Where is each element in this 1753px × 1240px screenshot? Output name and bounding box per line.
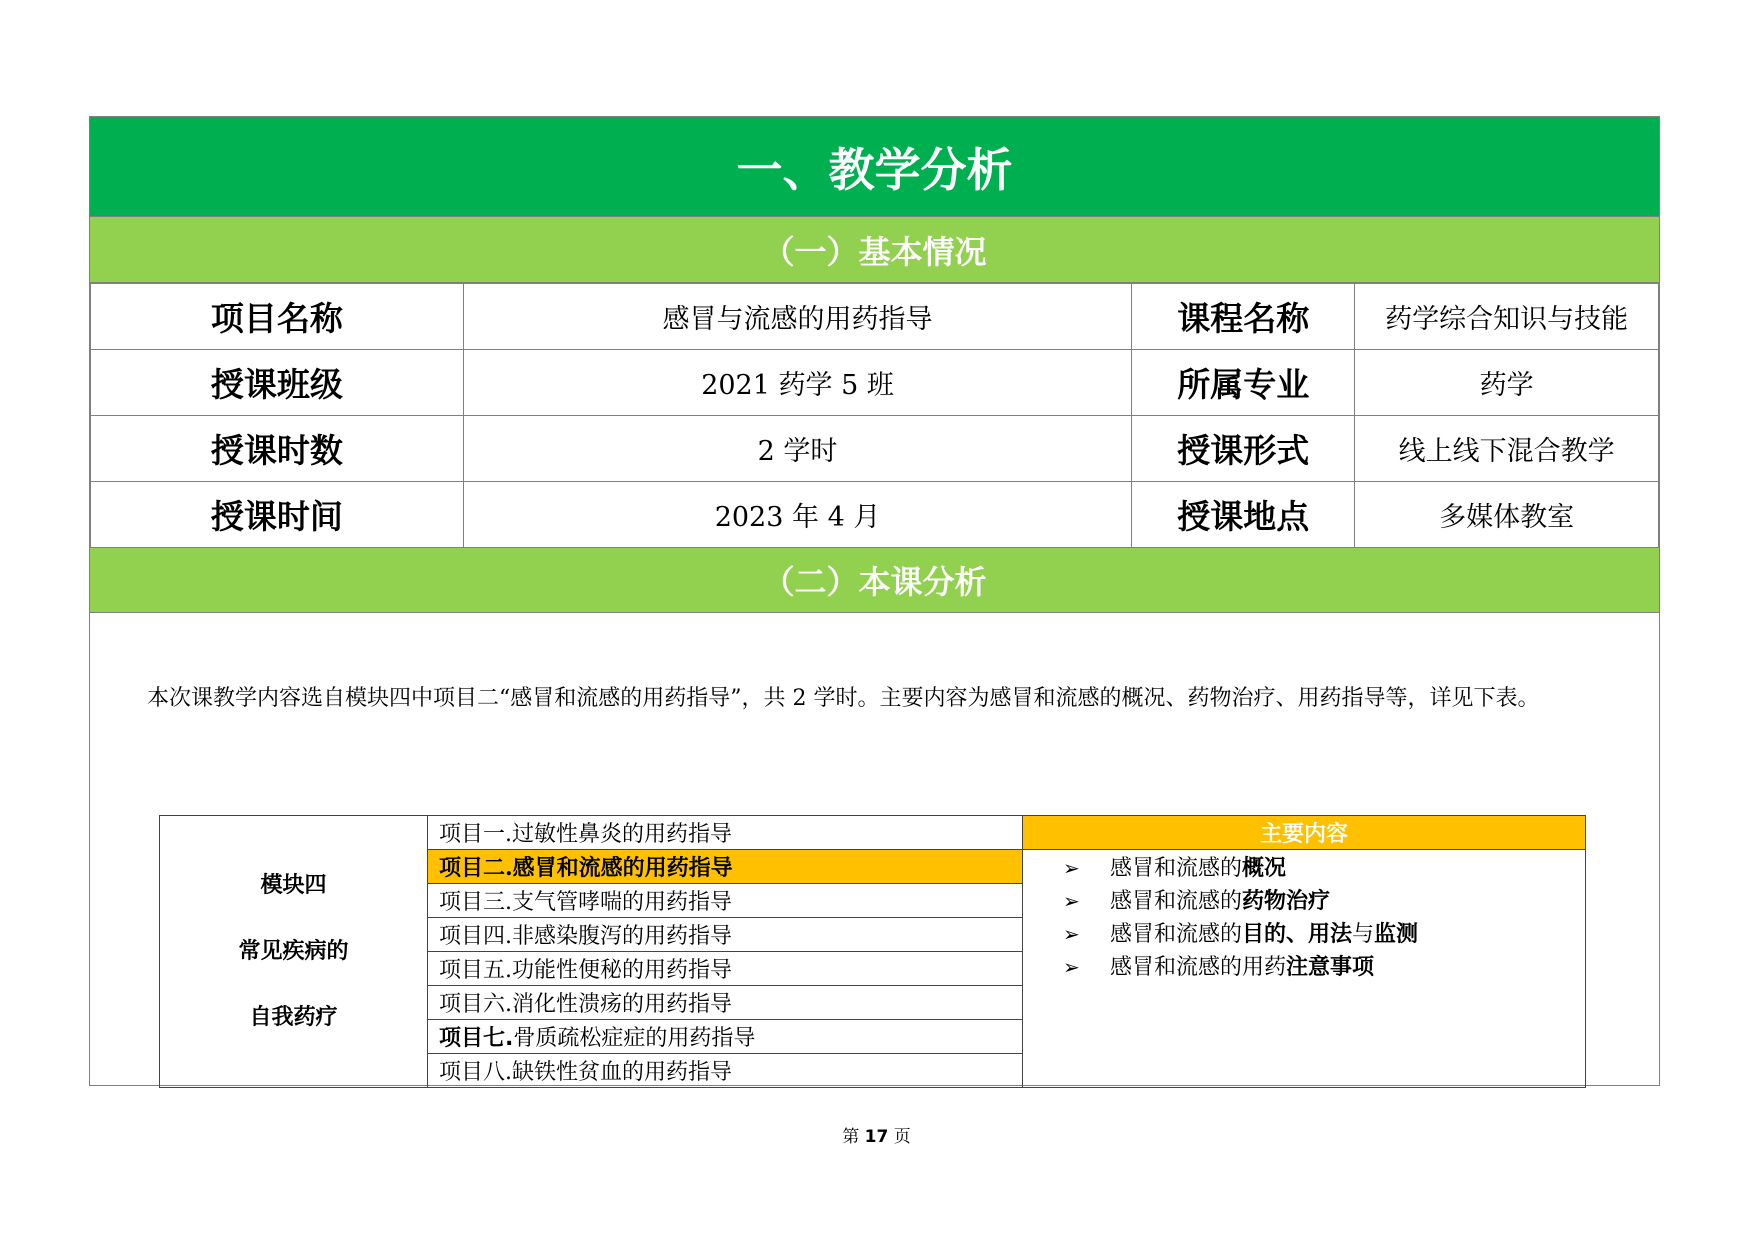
hours-value: 2 学时: [463, 416, 1132, 482]
table-row: [91, 416, 1659, 482]
list-item: ➢ 感冒和流感的 药物治疗: [1063, 885, 1585, 918]
arrow-bullet-icon: ➢: [1063, 955, 1080, 979]
project-item: 项目六.消化性溃疡的用药指导: [428, 986, 1023, 1020]
project-item: 项目四.非感染腹泻的用药指导: [428, 918, 1023, 952]
module-name-line3: 自我药疗: [249, 1004, 338, 1030]
basic-info-table: [90, 283, 1659, 548]
form-value: 线上线下混合教学: [1355, 416, 1659, 482]
table-row: [91, 350, 1659, 416]
arrow-bullet-icon: ➢: [1063, 922, 1080, 946]
list-item: ➢ 感冒和流感的 目的、用法 与 监测: [1063, 918, 1585, 951]
table-row: [91, 482, 1659, 548]
place-value: 多媒体教室: [1355, 482, 1659, 548]
module-name-line2: 常见疾病的: [238, 938, 349, 964]
time-value: 2023 年 4 月: [463, 482, 1132, 548]
lesson-intro-paragraph: 本次课教学内容选自模块四中项目二“感冒和流感的用药指导”，共 2 学时。主要内容为感冒和流感的概况、药物治疗、用药指导等，详见下表。: [147, 686, 1540, 711]
project-item: 项目三.支气管哮喘的用药指导: [428, 884, 1023, 918]
table-row: [91, 284, 1659, 350]
project-name-value: 感冒与流感的用药指导: [463, 284, 1132, 350]
project-item: 项目八.缺铁性贫血的用药指导: [428, 1054, 1023, 1088]
main-content-list: [1023, 850, 1586, 1088]
module-name-line1: 模块四: [260, 872, 327, 898]
major-label: 所属专业: [1132, 350, 1355, 416]
section-basic-info-title: （一）基本情况: [90, 217, 1659, 283]
time-label: 授课时间: [91, 482, 464, 548]
list-item: ➢ 感冒和流感的 概况: [1063, 852, 1585, 885]
major-value: 药学: [1355, 350, 1659, 416]
project-item: 项目七.骨质疏松症症的用药指导: [428, 1020, 1023, 1054]
course-name-label: 课程名称: [1132, 284, 1355, 350]
arrow-bullet-icon: ➢: [1063, 856, 1080, 880]
project-name-label: 项目名称: [91, 284, 464, 350]
module-name-cell: [160, 816, 428, 1088]
arrow-bullet-icon: ➢: [1063, 889, 1080, 913]
hours-label: 授课时数: [91, 416, 464, 482]
class-value: 2021 药学 5 班: [463, 350, 1132, 416]
page-number: 第 17 页: [842, 1127, 911, 1147]
project-item-current: 项目二.感冒和流感的用药指导: [428, 850, 1023, 884]
section-lesson-analysis-title: （二）本课分析: [90, 547, 1659, 613]
course-name-value: 药学综合知识与技能: [1355, 284, 1659, 350]
project-item: 项目五.功能性便秘的用药指导: [428, 952, 1023, 986]
list-item: ➢ 感冒和流感的用药 注意事项: [1063, 951, 1585, 984]
class-label: 授课班级: [91, 350, 464, 416]
project-item: 项目一.过敏性鼻炎的用药指导: [428, 816, 1023, 850]
module-table: [159, 815, 1586, 1088]
place-label: 授课地点: [1132, 482, 1355, 548]
main-content-header: 主要内容: [1023, 816, 1586, 850]
form-label: 授课形式: [1132, 416, 1355, 482]
main-title: 一、教学分析: [90, 117, 1659, 217]
